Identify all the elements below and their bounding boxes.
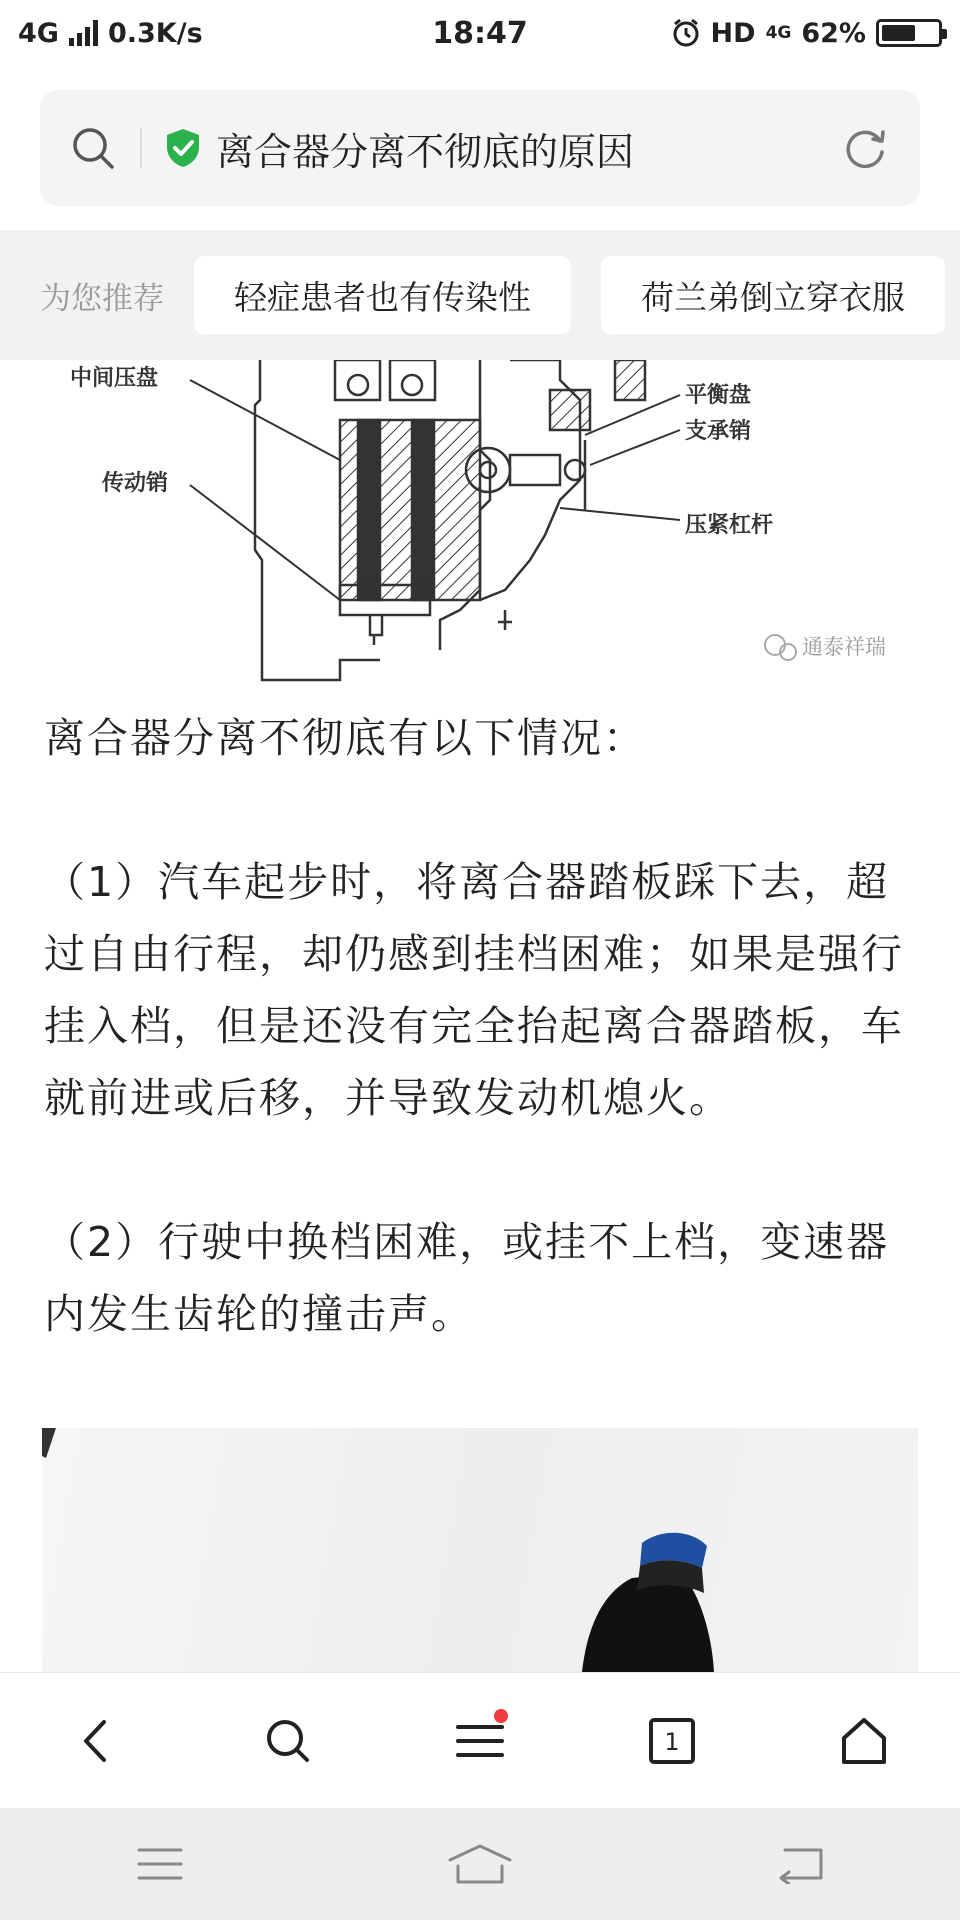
label-middle-plate: 中间压盘 <box>70 366 159 391</box>
recommend-chip[interactable]: 轻症患者也有传染性 <box>194 256 571 334</box>
network-speed: 0.3K/s <box>107 17 203 49</box>
alarm-icon <box>671 18 701 48</box>
label-balance-disc: 平衡盘 <box>685 383 752 408</box>
home-icon <box>839 1716 889 1766</box>
status-bar <box>0 0 960 66</box>
network-type: 4G <box>18 17 59 49</box>
search-icon <box>263 1716 313 1766</box>
label-support-pin: 支承销 <box>685 419 752 444</box>
back-icon <box>76 1716 116 1766</box>
photo-content <box>42 1428 918 1672</box>
article-body <box>44 702 924 1350</box>
battery-level <box>882 25 915 41</box>
home-button[interactable] <box>814 1691 914 1791</box>
status-left <box>18 18 203 49</box>
recommend-chip[interactable]: 荷兰弟倒立穿衣服 <box>601 256 945 334</box>
battery-percent: 62% <box>801 17 866 49</box>
system-home-button[interactable] <box>430 1814 530 1914</box>
address-bar[interactable] <box>40 90 920 206</box>
page-title[interactable]: 离合器分离不彻底的原因 <box>216 129 635 174</box>
system-nav-bar <box>0 1808 960 1920</box>
article-paragraph: （1）汽车起步时，将离合器踏板踩下去，超过自由行程，却仍感到挂档困难；如果是强行挂入档，但是还没有完全抬起离合器踏板，车就前进或后移，并导致发动机熄火。 <box>44 858 904 1122</box>
tab-count: 1 <box>664 1727 680 1756</box>
menu-icon <box>455 1721 505 1761</box>
system-back-button[interactable] <box>750 1814 850 1914</box>
browser-toolbar <box>0 1672 960 1808</box>
home-icon <box>448 1844 512 1884</box>
watermark-text: 通泰祥瑞 <box>802 635 886 659</box>
label-lever: 压紧杠杆 <box>685 513 774 538</box>
signal-icon <box>69 20 98 46</box>
clutch-diagram <box>40 360 920 690</box>
tabs-icon <box>648 1717 696 1765</box>
label-drive-pin: 传动销 <box>102 471 169 496</box>
tabs-button[interactable] <box>622 1691 722 1791</box>
article-photo <box>42 1428 918 1672</box>
system-menu-button[interactable] <box>110 1814 210 1914</box>
search-button[interactable] <box>238 1691 338 1791</box>
recommend-bar <box>0 230 960 360</box>
back-button[interactable] <box>46 1691 146 1791</box>
back-icon <box>775 1844 825 1884</box>
article-paragraph: 离合器分离不彻底有以下情况： <box>44 714 646 762</box>
article-content[interactable] <box>0 360 960 1672</box>
clock: 18:47 <box>432 15 528 51</box>
notification-dot <box>494 1709 508 1723</box>
article-paragraph: （2）行驶中换档困难，或挂不上档，变速器内发生齿轮的撞击声。 <box>44 1218 890 1338</box>
menu-icon <box>137 1846 183 1882</box>
menu-button[interactable] <box>430 1691 530 1791</box>
shield-check-icon <box>164 127 202 169</box>
recommend-label: 为您推荐 <box>40 280 164 317</box>
battery-icon <box>876 19 942 47</box>
hd-indicator: HD <box>710 17 756 49</box>
refresh-icon[interactable] <box>840 123 890 173</box>
status-right <box>671 18 942 49</box>
watermark <box>765 635 886 660</box>
search-icon[interactable] <box>70 125 116 171</box>
address-divider <box>140 128 142 168</box>
network-type-2: 4G <box>765 23 792 43</box>
